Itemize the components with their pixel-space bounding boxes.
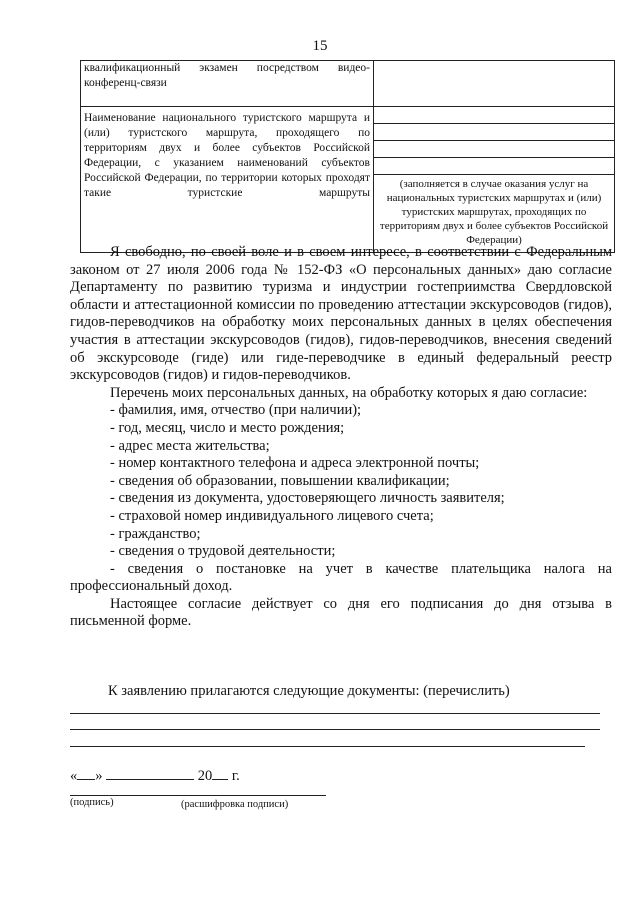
signature-decode-label: (расшифровка подписи): [181, 799, 289, 810]
consent-text: [70, 244, 612, 631]
data-list-intro: Перечень моих персональных данных, на обработку которых я даю согласие:: [110, 384, 588, 401]
exam-video-label: квалификационный экзамен посредством видео-конференц-связи: [84, 62, 370, 89]
page-number: 15: [312, 38, 328, 54]
list-item: - адрес места жительства;: [110, 437, 270, 454]
signature-label: (подпись): [70, 797, 114, 808]
route-label-cell: [81, 107, 374, 253]
route-label: Наименование национального туристского маршрута и (или) туристского маршрута, проходящего по территориям двух и более субъектов Российской Федерации, с указанием наименований субъектов Российской Федерации, по территории которых проходят такие туристские маршруты: [84, 112, 370, 199]
form-table: [80, 60, 615, 253]
route-value-cell[interactable]: [374, 107, 615, 253]
year-prefix: 20: [197, 768, 213, 784]
exam-video-value-cell[interactable]: [374, 61, 615, 107]
list-item: - сведения о трудовой деятельности;: [110, 543, 336, 560]
list-item: - гражданство;: [110, 525, 201, 542]
date-open-quote: «: [70, 768, 78, 784]
attachments-line[interactable]: [70, 746, 585, 747]
validity-paragraph: Настоящее согласие действует со дня его подписания до дня отзыва в письменной форме.: [70, 595, 612, 630]
list-item: - год, месяц, число и место рождения;: [110, 419, 345, 436]
list-item: - сведения об образовании, повышении квалификации;: [110, 472, 450, 489]
consent-paragraph: Я свободно, по своей воле и в своем интересе, в соответствии с Федеральным законом от 27 июля 2006 года № 152-ФЗ «О персональных данных» даю согласие Департаменту по развитию туризма и индустрии гостеприимства Свердловской области и аттестационной комиссии по проведению аттестации экскурсоводов (гидов), гидов-переводчиков на обработку моих персональных данных в целях обеспечения участия в аттестации экскурсоводов (гидов), гидов-переводчиков, внесения сведений об экскурсоводе (гиде) или гиде-переводчике в единый федеральный реестр экскурсоводов (гидов) и гидов-переводчиков.: [70, 244, 612, 384]
year-suffix: г.: [231, 768, 240, 784]
list-item: - страховой номер индивидуального лицевого счета;: [110, 507, 434, 524]
route-value-line[interactable]: [374, 141, 614, 158]
exam-video-label-cell: [81, 61, 374, 107]
list-item: - сведения о постановке на учет в качестве плательщика налога на профессиональный доход.: [70, 560, 612, 595]
month-field[interactable]: [106, 766, 194, 780]
route-value-line[interactable]: [374, 158, 614, 175]
attachments-label: К заявлению прилагаются следующие документы: (перечислить): [108, 683, 510, 699]
attachments-line[interactable]: [70, 729, 600, 730]
personal-data-list: [70, 402, 612, 596]
table-row: [81, 61, 615, 107]
list-item: - фамилия, имя, отчество (при наличии);: [110, 402, 362, 419]
signature-line[interactable]: [70, 795, 326, 796]
date-close-quote: »: [95, 768, 103, 784]
list-item: - сведения из документа, удостоверяющего личность заявителя;: [110, 490, 505, 507]
table-row: [81, 107, 615, 253]
date-line: [70, 766, 240, 785]
year-field[interactable]: [212, 766, 228, 780]
day-field[interactable]: [77, 766, 95, 780]
route-note: (заполняется в случае оказания услуг на национальных туристских маршрутах и (или) туристских маршрутах, проходящих по территориям двух и более субъектов Российской Федерации): [379, 178, 609, 246]
route-value-line[interactable]: [374, 107, 614, 124]
attachments-line[interactable]: [70, 713, 600, 714]
list-item: - номер контактного телефона и адреса электронной почты;: [110, 455, 480, 472]
route-value-line[interactable]: [374, 124, 614, 141]
